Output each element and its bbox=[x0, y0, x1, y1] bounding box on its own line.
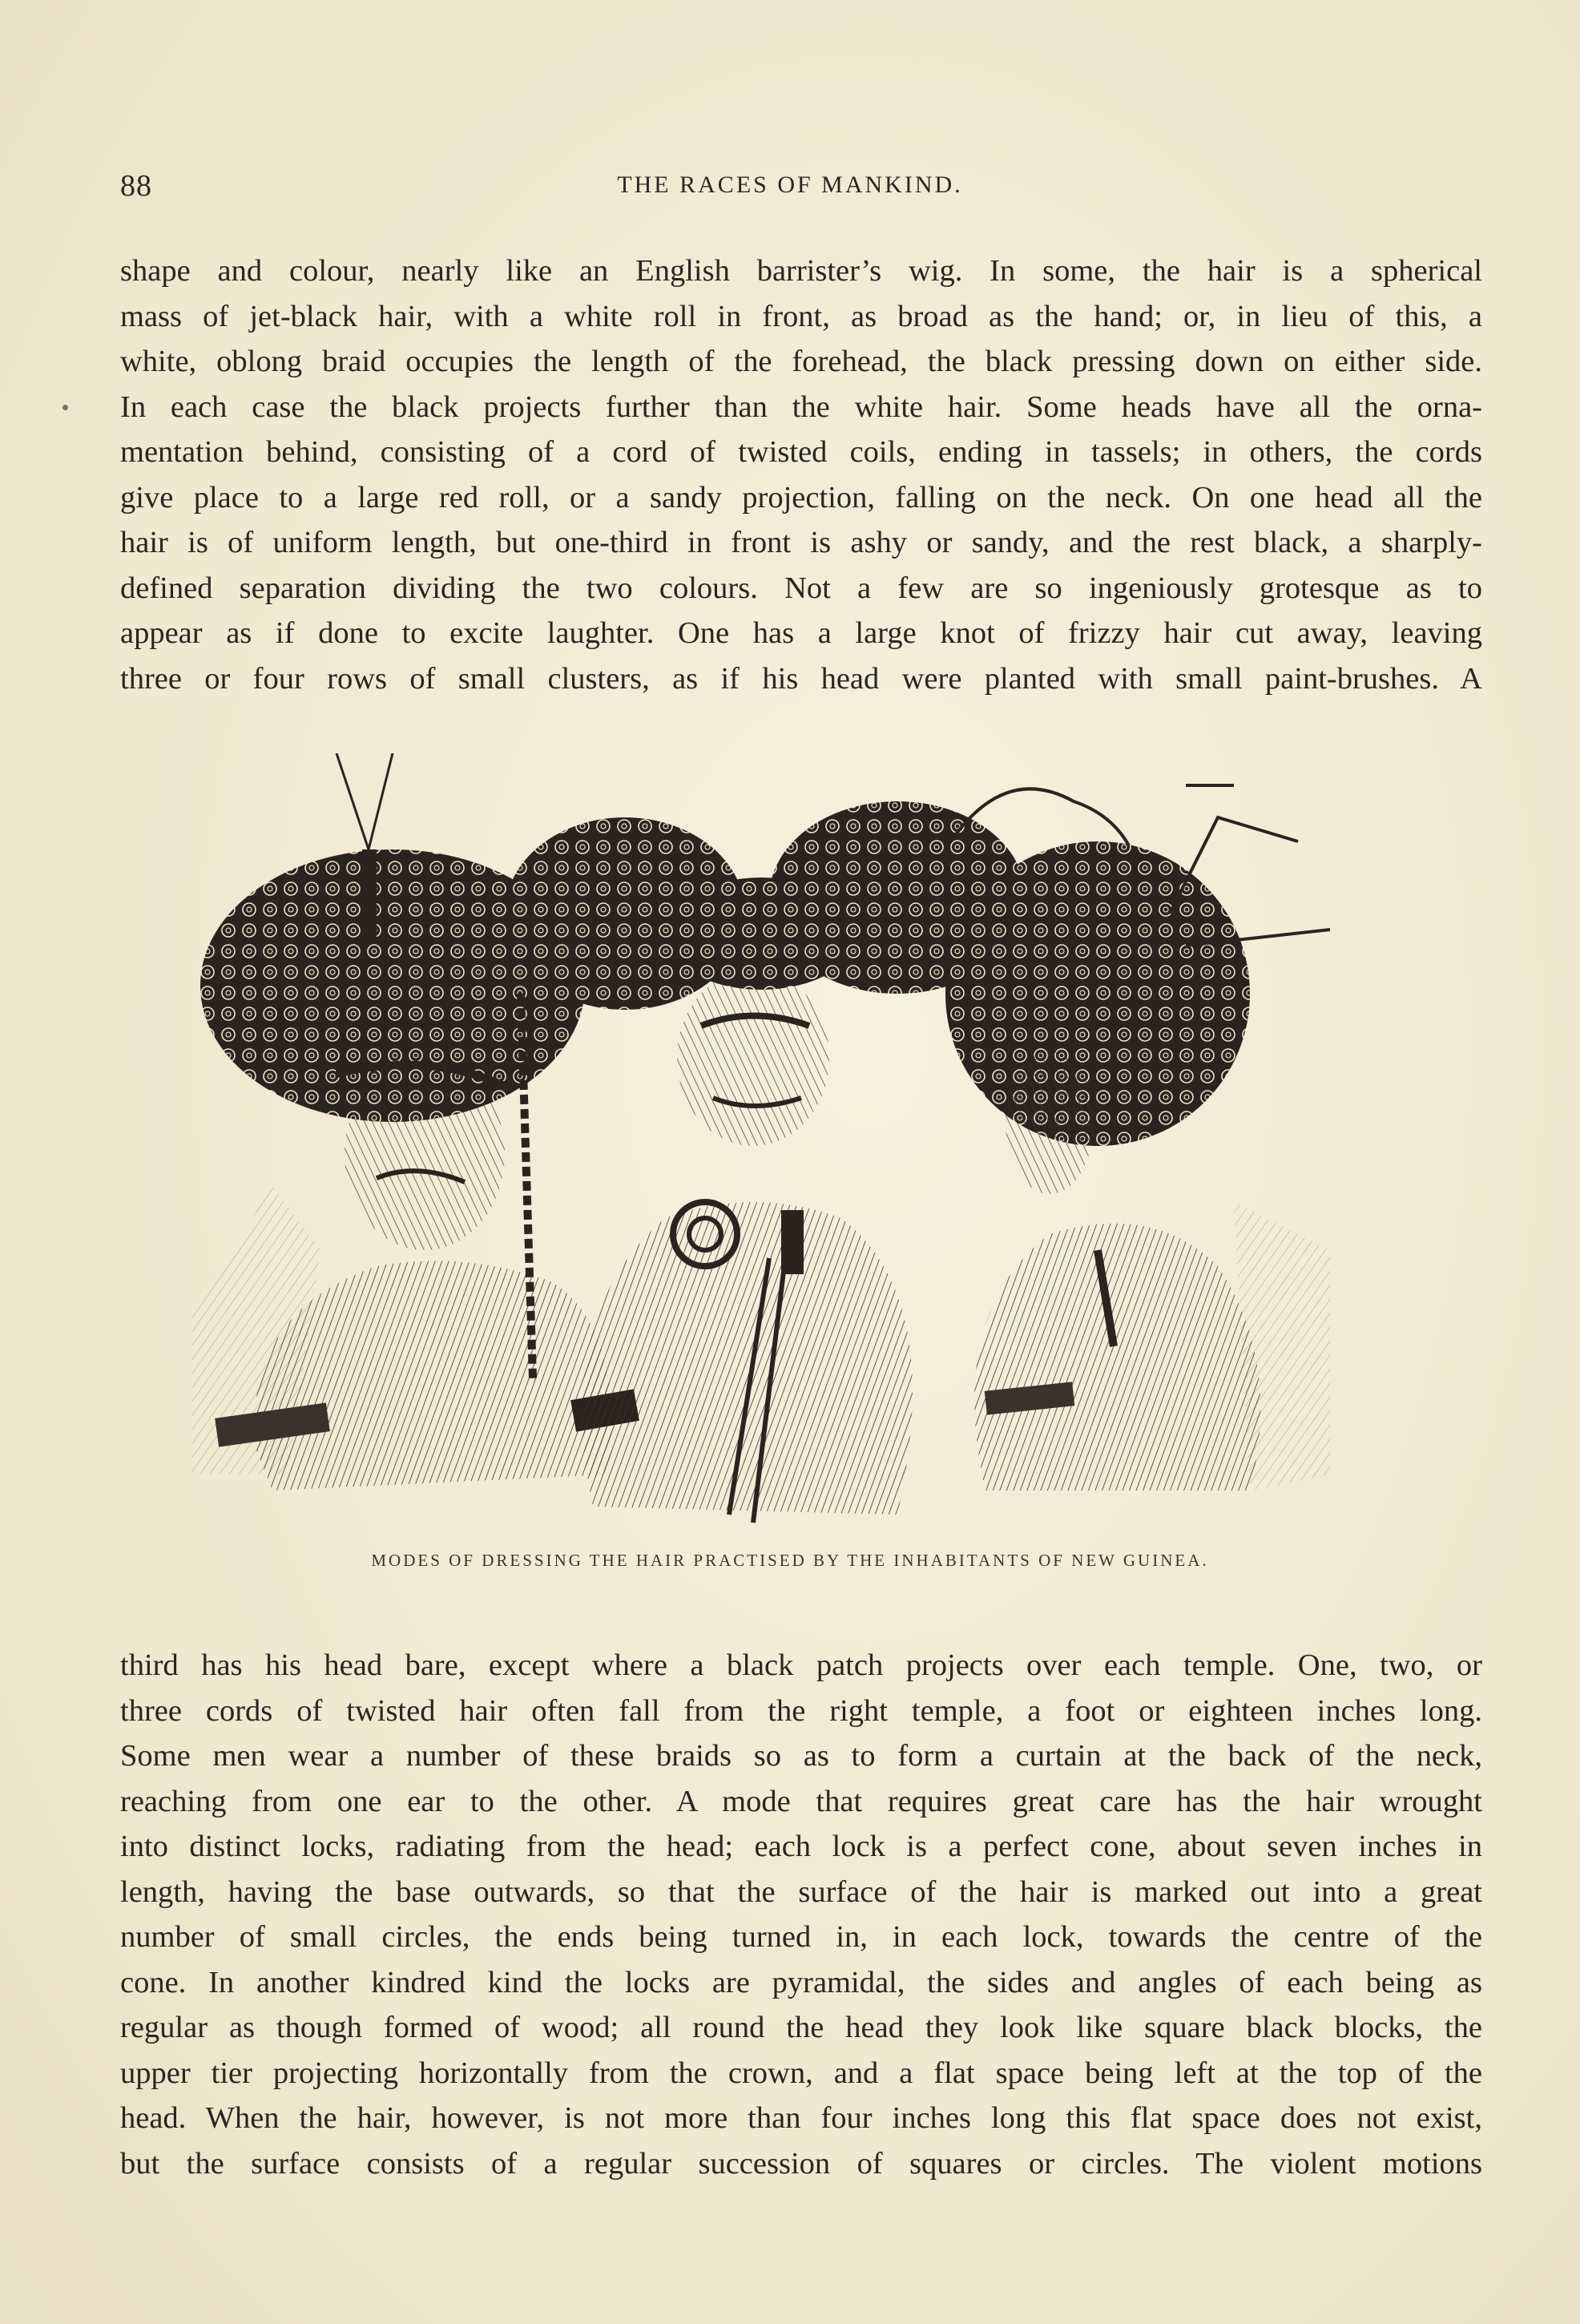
engraving-illustration bbox=[176, 753, 1346, 1539]
body-text-top bbox=[120, 248, 1482, 701]
text-line: third has his head bare, except where a black patch projects over each temple. One, two, or bbox=[120, 1648, 1482, 1682]
text-line: three or four rows of small clusters, as if his head were planted with small paint-brushes. A bbox=[120, 661, 1482, 696]
text-line: Some men wear a number of these braids so as to form a curtain at the back of the neck, bbox=[120, 1739, 1482, 1773]
text-line: into distinct locks, radiating from the head; each lock is a perfect cone, about seven inches in bbox=[120, 1830, 1482, 1863]
text-line: appear as if done to excite laughter. One has a large knot of frizzy hair cut away, leaving bbox=[120, 616, 1482, 650]
text-line: give place to a large red roll, or a sandy projection, falling on the neck. On one head all the bbox=[120, 480, 1482, 514]
figure-caption: MODES OF DRESSING THE HAIR PRACTISED BY THE INHABITANTS OF NEW GUINEA. bbox=[371, 1551, 1209, 1570]
text-line: cone. In another kindred kind the locks are pyramidal, the sides and angles of each being as bbox=[120, 1965, 1482, 1999]
text-line: number of small circles, the ends being turned in, in each lock, towards the centre of the bbox=[120, 1920, 1482, 1954]
text-line: In each case the black projects further than the white hair. Some heads have all the orna- bbox=[120, 389, 1482, 424]
text-line: three cords of twisted hair often fall from the right temple, a foot or eighteen inches long. bbox=[120, 1693, 1482, 1728]
paper-blemish bbox=[62, 405, 68, 410]
text-line: hair is of uniform length, but one-third in front is ashy or sandy, and the rest black, a sharply- bbox=[120, 526, 1482, 559]
page-header bbox=[120, 168, 1460, 216]
text-line: length, having the base outwards, so that the surface of the hair is marked out into a great bbox=[120, 1874, 1482, 1909]
text-line: shape and colour, nearly like an English barrister’s wig. In some, the hair is a spherical bbox=[120, 254, 1482, 288]
page-number: 88 bbox=[120, 169, 152, 203]
text-line: white, oblong braid occupies the length of the forehead, the black pressing down on either side. bbox=[120, 345, 1482, 378]
text-line: head. When the hair, however, is not more than four inches long this flat space does not exist, bbox=[120, 2101, 1482, 2135]
text-line: reaching from one ear to the other. A mode that requires great care has the hair wrought bbox=[120, 1784, 1482, 1818]
text-line: but the surface consists of a regular succession of squares or circles. The violent motions bbox=[120, 2146, 1482, 2181]
running-head: THE RACES OF MANKIND. bbox=[617, 171, 963, 198]
text-line: mass of jet-black hair, with a white roll in front, as broad as the hand; or, in lieu of this, a bbox=[120, 299, 1482, 333]
text-line: defined separation dividing the two colours. Not a few are so ingeniously grotesque as to bbox=[120, 571, 1482, 605]
text-line: upper tier projecting horizontally from the crown, and a flat space being left at the top of the bbox=[120, 2056, 1482, 2090]
body-text-bottom bbox=[120, 1643, 1482, 2186]
text-line: regular as though formed of wood; all round the head they look like square black blocks, the bbox=[120, 2011, 1482, 2044]
text-line: mentation behind, consisting of a cord of twisted coils, ending in tassels; in others, the cords bbox=[120, 435, 1482, 469]
